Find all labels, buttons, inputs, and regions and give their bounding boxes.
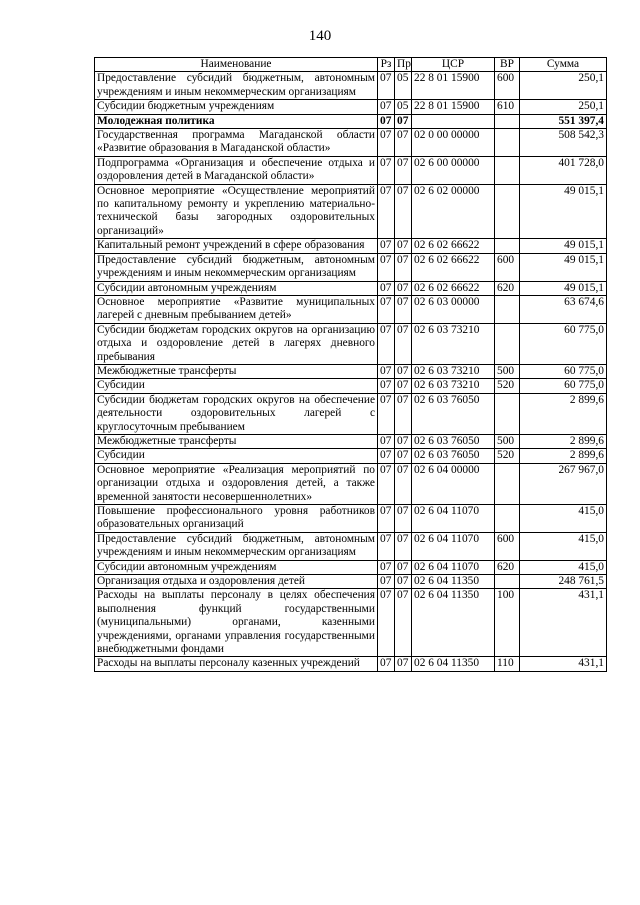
row-rz: 07: [378, 281, 395, 295]
table-row: [95, 239, 607, 253]
row-csr: 02 6 04 00000: [412, 463, 495, 504]
row-vr: 600: [495, 532, 520, 560]
row-sum: 431,1: [520, 657, 607, 671]
row-csr: 02 6 03 73210: [412, 379, 495, 393]
row-name: Молодежная политика: [95, 114, 378, 128]
row-vr: [495, 295, 520, 323]
row-pr: 07: [395, 281, 412, 295]
row-csr: [412, 114, 495, 128]
row-sum: 401 728,0: [520, 156, 607, 184]
row-sum: 415,0: [520, 532, 607, 560]
row-csr: 02 6 04 11070: [412, 505, 495, 533]
table-row: [95, 379, 607, 393]
row-name: Межбюджетные трансферты: [95, 364, 378, 378]
header-pr: Пр: [395, 58, 412, 72]
row-sum: 63 674,6: [520, 295, 607, 323]
row-csr: 02 6 04 11350: [412, 575, 495, 589]
row-csr: 02 6 03 73210: [412, 364, 495, 378]
row-pr: 07: [395, 364, 412, 378]
row-pr: 07: [395, 657, 412, 671]
row-name: Субсидии бюджетам городских округов на организацию отдыха и оздоровление детей в лагерях дневного пребывания: [95, 323, 378, 364]
row-pr: 07: [395, 184, 412, 239]
table-row: [95, 323, 607, 364]
row-rz: 07: [378, 463, 395, 504]
row-rz: 07: [378, 657, 395, 671]
row-pr: 07: [395, 560, 412, 574]
row-rz: 07: [378, 505, 395, 533]
row-csr: 22 8 01 15900: [412, 100, 495, 114]
row-rz: 07: [378, 379, 395, 393]
row-pr: 07: [395, 449, 412, 463]
row-rz: 07: [378, 393, 395, 434]
row-rz: 07: [378, 560, 395, 574]
row-sum: 551 397,4: [520, 114, 607, 128]
row-csr: 02 0 00 00000: [412, 129, 495, 157]
row-sum: 60 775,0: [520, 364, 607, 378]
row-name: Предоставление субсидий бюджетным, автономным учреждениям и иным некоммерческим организациям: [95, 253, 378, 281]
row-pr: 07: [395, 156, 412, 184]
row-csr: 02 6 04 11070: [412, 560, 495, 574]
row-name: Повышение профессионального уровня работников образовательных организаций: [95, 505, 378, 533]
row-pr: 05: [395, 100, 412, 114]
header-name: Наименование: [95, 58, 378, 72]
row-name: Субсидии бюджетам городских округов на обеспечение деятельности оздоровительных лагерей с круглосуточным пребыванием: [95, 393, 378, 434]
row-vr: 600: [495, 253, 520, 281]
row-name: Основное мероприятие «Реализация мероприятий по организации отдыха и оздоровления детей, а также временной занятости несовершеннолетних»: [95, 463, 378, 504]
row-pr: 07: [395, 532, 412, 560]
row-rz: 07: [378, 323, 395, 364]
row-vr: [495, 575, 520, 589]
row-name: Основное мероприятие «Осуществление мероприятий по капитальному ремонту и укреплению материально-технической базы загородных оздоровительных организаций»: [95, 184, 378, 239]
row-name: Межбюджетные трансферты: [95, 434, 378, 448]
row-csr: 02 6 02 00000: [412, 184, 495, 239]
row-name: Субсидии автономным учреждениям: [95, 560, 378, 574]
row-vr: [495, 323, 520, 364]
row-vr: 500: [495, 364, 520, 378]
row-pr: 07: [395, 589, 412, 657]
row-name: Субсидии автономным учреждениям: [95, 281, 378, 295]
row-pr: 07: [395, 379, 412, 393]
row-pr: 07: [395, 114, 412, 128]
row-sum: 248 761,5: [520, 575, 607, 589]
row-pr: 07: [395, 505, 412, 533]
row-vr: 500: [495, 434, 520, 448]
row-vr: 110: [495, 657, 520, 671]
header-vr: ВР: [495, 58, 520, 72]
row-rz: 07: [378, 100, 395, 114]
row-name: Расходы на выплаты персоналу казенных учреждений: [95, 657, 378, 671]
table-body: [95, 72, 607, 671]
row-name: Предоставление субсидий бюджетным, автономным учреждениям и иным некоммерческим организациям: [95, 532, 378, 560]
row-sum: 2 899,6: [520, 449, 607, 463]
row-vr: [495, 393, 520, 434]
row-vr: 520: [495, 379, 520, 393]
row-vr: 100: [495, 589, 520, 657]
table-row: [95, 657, 607, 671]
row-vr: 620: [495, 281, 520, 295]
table-row: [95, 72, 607, 100]
row-rz: 07: [378, 532, 395, 560]
row-sum: 2 899,6: [520, 434, 607, 448]
row-name: Предоставление субсидий бюджетным, автономным учреждениям и иным некоммерческим организациям: [95, 72, 378, 100]
row-name: Организация отдыха и оздоровления детей: [95, 575, 378, 589]
row-vr: [495, 463, 520, 504]
row-sum: 415,0: [520, 505, 607, 533]
header-csr: ЦСР: [412, 58, 495, 72]
table-row: [95, 129, 607, 157]
row-csr: 02 6 04 11350: [412, 589, 495, 657]
row-name: Подпрограмма «Организация и обеспечение отдыха и оздоровления детей в Магаданской области»: [95, 156, 378, 184]
row-rz: 07: [378, 184, 395, 239]
row-pr: 07: [395, 295, 412, 323]
row-sum: 508 542,3: [520, 129, 607, 157]
row-csr: 02 6 03 73210: [412, 323, 495, 364]
budget-table: [94, 57, 607, 672]
row-pr: 07: [395, 463, 412, 504]
row-csr: 02 6 02 66622: [412, 281, 495, 295]
row-vr: [495, 505, 520, 533]
table-row: [95, 575, 607, 589]
row-sum: 250,1: [520, 100, 607, 114]
table-row: [95, 589, 607, 657]
table-row: [95, 463, 607, 504]
row-pr: 07: [395, 129, 412, 157]
row-csr: 02 6 03 76050: [412, 393, 495, 434]
row-name: Государственная программа Магаданской области «Развитие образования в Магаданской области»: [95, 129, 378, 157]
table-row: [95, 156, 607, 184]
table-row: [95, 253, 607, 281]
row-csr: 02 6 02 66622: [412, 253, 495, 281]
table-row: [95, 560, 607, 574]
row-sum: 49 015,1: [520, 184, 607, 239]
row-rz: 07: [378, 239, 395, 253]
row-csr: 02 6 04 11070: [412, 532, 495, 560]
row-rz: 07: [378, 434, 395, 448]
row-csr: 02 6 03 00000: [412, 295, 495, 323]
table-row: [95, 532, 607, 560]
row-sum: 60 775,0: [520, 379, 607, 393]
row-rz: 07: [378, 364, 395, 378]
row-sum: 415,0: [520, 560, 607, 574]
row-name: Расходы на выплаты персоналу в целях обеспечения выполнения функций государственными (муниципальными) органами, казенными учреждениями, органами управления государственными внебюджетными фондами: [95, 589, 378, 657]
row-csr: 02 6 00 00000: [412, 156, 495, 184]
header-sum: Сумма: [520, 58, 607, 72]
row-csr: 02 6 03 76050: [412, 434, 495, 448]
row-rz: 07: [378, 156, 395, 184]
table-row: [95, 114, 607, 128]
row-vr: [495, 239, 520, 253]
table-row: [95, 295, 607, 323]
row-pr: 07: [395, 434, 412, 448]
row-rz: 07: [378, 449, 395, 463]
row-sum: 2 899,6: [520, 393, 607, 434]
table-header-row: [95, 58, 607, 72]
table-row: [95, 364, 607, 378]
row-vr: 520: [495, 449, 520, 463]
row-rz: 07: [378, 253, 395, 281]
row-pr: 07: [395, 323, 412, 364]
table-row: [95, 281, 607, 295]
row-rz: 07: [378, 72, 395, 100]
row-sum: 250,1: [520, 72, 607, 100]
row-vr: [495, 156, 520, 184]
row-csr: 02 6 02 66622: [412, 239, 495, 253]
row-csr: 02 6 03 76050: [412, 449, 495, 463]
row-vr: 600: [495, 72, 520, 100]
header-rz: Рз: [378, 58, 395, 72]
row-sum: 49 015,1: [520, 281, 607, 295]
row-pr: 05: [395, 72, 412, 100]
row-vr: 620: [495, 560, 520, 574]
row-vr: [495, 184, 520, 239]
row-name: Субсидии: [95, 379, 378, 393]
row-rz: 07: [378, 295, 395, 323]
table-row: [95, 505, 607, 533]
row-name: Субсидии: [95, 449, 378, 463]
row-csr: 22 8 01 15900: [412, 72, 495, 100]
row-sum: 49 015,1: [520, 239, 607, 253]
table-row: [95, 449, 607, 463]
row-pr: 07: [395, 239, 412, 253]
row-rz: 07: [378, 114, 395, 128]
row-sum: 60 775,0: [520, 323, 607, 364]
row-pr: 07: [395, 393, 412, 434]
row-vr: [495, 114, 520, 128]
table-row: [95, 184, 607, 239]
row-rz: 07: [378, 129, 395, 157]
page-number: 140: [308, 28, 332, 44]
row-csr: 02 6 04 11350: [412, 657, 495, 671]
row-sum: 49 015,1: [520, 253, 607, 281]
row-name: Капитальный ремонт учреждений в сфере образования: [95, 239, 378, 253]
row-pr: 07: [395, 253, 412, 281]
row-vr: 610: [495, 100, 520, 114]
table-row: [95, 100, 607, 114]
row-sum: 267 967,0: [520, 463, 607, 504]
table-row: [95, 393, 607, 434]
row-sum: 431,1: [520, 589, 607, 657]
row-vr: [495, 129, 520, 157]
table-row: [95, 434, 607, 448]
row-pr: 07: [395, 575, 412, 589]
row-rz: 07: [378, 575, 395, 589]
row-name: Субсидии бюджетным учреждениям: [95, 100, 378, 114]
row-name: Основное мероприятие «Развитие муниципальных лагерей с дневным пребыванием детей»: [95, 295, 378, 323]
row-rz: 07: [378, 589, 395, 657]
